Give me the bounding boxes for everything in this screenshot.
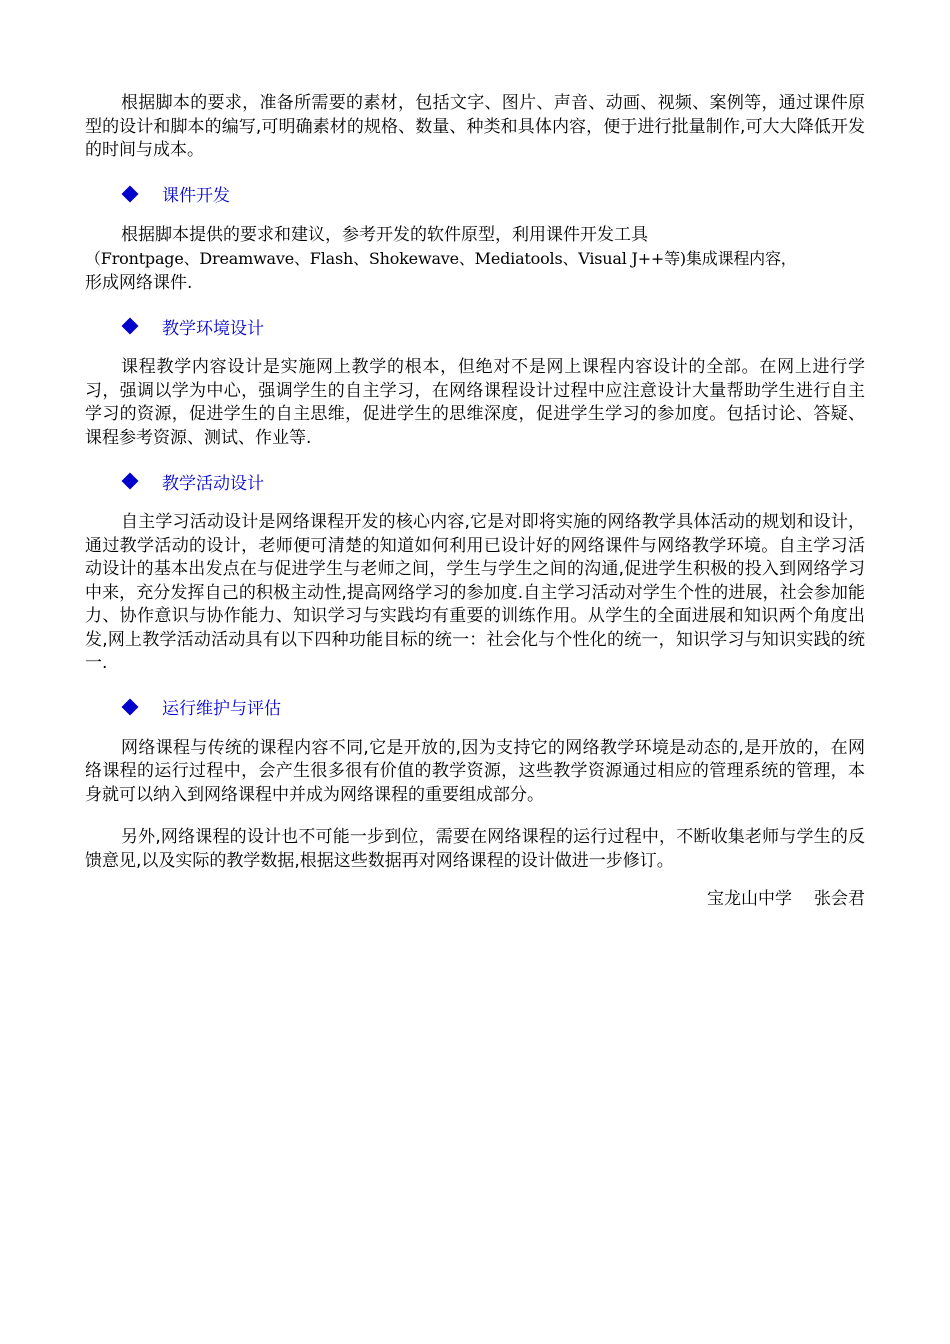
section-heading-label: 运行维护与评估 xyxy=(162,699,281,719)
signature-school: 宝龙山中学 xyxy=(707,889,792,909)
paragraph-teaching-env: 课程教学内容设计是实施网上教学的根本，但绝对不是网上课程内容设计的全部。在网上进行学习，强调以学为中心，强调学生的自主学习，在网络课程设计过程中应注意设计大量帮助学生进行自主学习的资源，促进学生的自主思维，促进学生的思维深度，促进学生学习的参加度。包括讨论、答疑、课程参考资源、测试、作业等. xyxy=(85,357,865,448)
section-heading-maintenance xyxy=(85,695,865,719)
section-heading-teaching-activity xyxy=(85,469,865,493)
section-heading-label: 教学活动设计 xyxy=(162,473,264,494)
paragraph-revision: 另外,网络课程的设计也不可能一步到位，需要在网络课程的运行过程中，不断收集老师与学生的反馈意见,以及实际的教学数据,根据这些数据再对网络课程的设计做进一步修订。 xyxy=(85,827,865,871)
paragraph-materials: 根据脚本的要求，准备所需要的素材，包括文字、图片、声音、动画、视频、案例等，通过课件原型的设计和脚本的编写,可明确素材的规格、数量、种类和具体内容，便于进行批量制作,可大大降低开发的时间与成本。 xyxy=(85,93,865,160)
section-heading-courseware-dev xyxy=(85,182,865,206)
paragraph-line: （Frontpage、Dreamwave、Flash、Shokewave、Mediatools、Visual J++等)集成课程内容， xyxy=(85,249,797,268)
signature xyxy=(85,887,865,911)
section-heading-label: 教学环境设计 xyxy=(162,318,264,339)
paragraph-maintenance: 网络课程与传统的课程内容不同,它是开放的,因为支持它的网络教学环境是动态的,是开放的，在网络课程的运行过程中，会产生很多很有价值的教学资源，这些教学资源通过相应的管理系统的管理，本身就可以纳入到网络课程中并成为网络课程的重要组成部分。 xyxy=(85,737,865,805)
section-heading-teaching-env xyxy=(85,314,865,338)
section-heading-label: 课件开发 xyxy=(162,186,230,206)
diamond-bullet-icon xyxy=(122,318,139,335)
paragraph-courseware-dev xyxy=(85,224,865,296)
diamond-bullet-icon xyxy=(122,473,139,490)
diamond-bullet-icon xyxy=(122,698,139,715)
paragraph-teaching-activity: 自主学习活动设计是网络课程开发的核心内容,它是对即将实施的网络教学具体活动的规划和设计，通过教学活动的设计，老师便可清楚的知道如何利用已设计好的网络课件与网络教学环境。自主学习活动设计的基本出发点在与促进学生与老师之间，学生与学生之间的沟通,促进学生积极的投入到网络学习中来，充分发挥自己的积极主动性,提高网络学习的参加度.自主学习活动对学生个性的进展，社会参加能力、协作意识与协作能力、知识学习与实践均有重要的训练作用。从学生的全面进展和知识两个角度出发,网上教学活动活动具有以下四种功能目标的统一：社会化与个性化的统一，知识学习与知识实践的统一. xyxy=(85,512,865,673)
signature-author: 张会君 xyxy=(814,889,865,909)
document-page xyxy=(85,92,865,911)
paragraph-line: 根据脚本提供的要求和建议，参考开发的软件原型，利用课件开发工具 xyxy=(121,224,648,245)
diamond-bullet-icon xyxy=(122,185,139,202)
paragraph-line: 形成网络课件. xyxy=(85,272,193,293)
